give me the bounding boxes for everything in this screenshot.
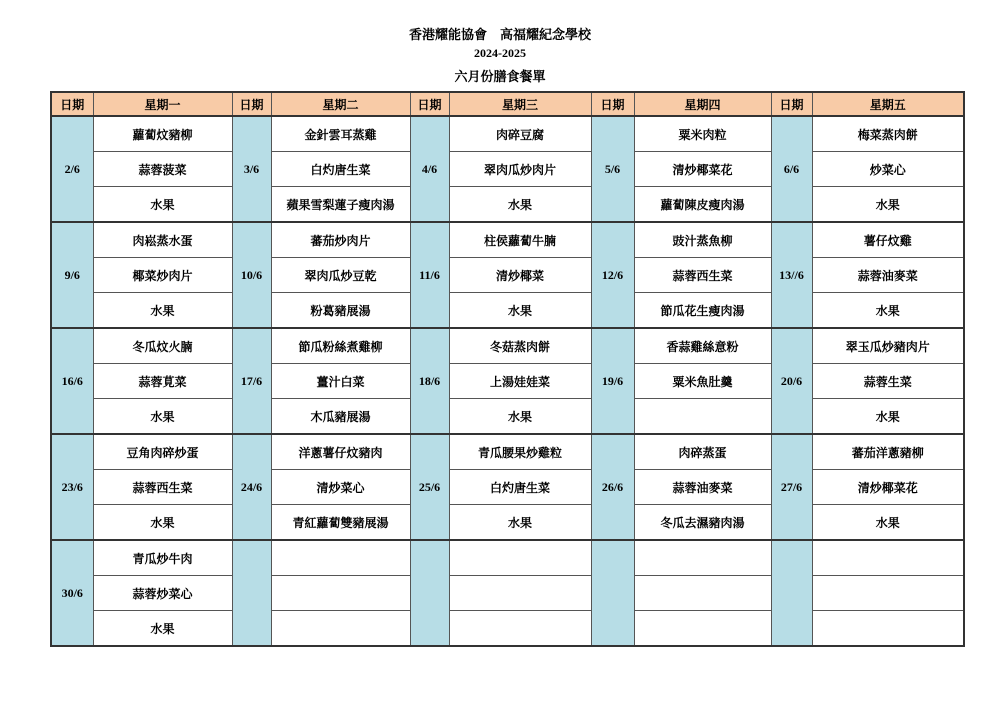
dish-cell: 白灼唐生菜 [271,152,410,187]
dish-cell: 金針雲耳蒸雞 [271,116,410,152]
dish-cell [271,611,410,647]
date-cell: 16/6 [51,328,93,434]
dish-cell: 上湯娃娃菜 [449,364,591,399]
dish-cell: 蒜蓉生菜 [812,364,964,399]
week-row [51,152,964,187]
week-row [51,364,964,399]
week-row [51,328,964,364]
week-row [51,222,964,258]
date-cell: 13//6 [771,222,812,328]
col-header-wednesday: 星期三 [449,92,591,116]
col-header-friday: 星期五 [812,92,964,116]
dish-cell: 翠肉瓜炒肉片 [449,152,591,187]
dish-cell [449,576,591,611]
date-cell: 4/6 [410,116,449,222]
dish-cell: 豆角肉碎炒蛋 [93,434,232,470]
dish-cell: 水果 [93,293,232,329]
date-cell: 10/6 [232,222,271,328]
menu-title: 六月份膳食餐單 [454,70,546,85]
school-year: 2024-2025 [474,46,526,60]
week-row [51,293,964,329]
date-cell: 11/6 [410,222,449,328]
dish-cell: 洋蔥薯仔炆豬肉 [271,434,410,470]
date-cell [410,540,449,646]
dish-cell: 蒜蓉西生菜 [93,470,232,505]
dish-cell: 蒜蓉油麥菜 [634,470,771,505]
dish-cell: 肉碎豆腐 [449,116,591,152]
dish-cell: 節瓜花生瘦肉湯 [634,293,771,329]
dish-cell [634,576,771,611]
date-cell [591,540,634,646]
date-cell: 25/6 [410,434,449,540]
dish-cell: 青瓜炒牛肉 [93,540,232,576]
dish-cell: 白灼唐生菜 [449,470,591,505]
dish-cell: 椰菜炒肉片 [93,258,232,293]
dish-cell: 蒜蓉西生菜 [634,258,771,293]
dish-cell: 蘿蔔陳皮瘦肉湯 [634,187,771,223]
date-cell: 6/6 [771,116,812,222]
dish-cell [634,611,771,647]
dish-cell [812,611,964,647]
dish-cell [271,576,410,611]
dish-cell: 水果 [449,505,591,541]
dish-cell: 水果 [449,399,591,435]
date-cell [232,540,271,646]
date-cell: 17/6 [232,328,271,434]
dish-cell: 豉汁蒸魚柳 [634,222,771,258]
header-row [51,92,964,116]
date-cell: 23/6 [51,434,93,540]
school-name: 香港耀能協會 高福耀紀念學校 [408,28,591,43]
dish-cell: 肉碎蒸蛋 [634,434,771,470]
dish-cell: 青瓜腰果炒雞粒 [449,434,591,470]
dish-cell: 水果 [93,611,232,647]
date-cell: 3/6 [232,116,271,222]
date-cell: 9/6 [51,222,93,328]
dish-cell: 青紅蘿蔔雙豬展湯 [271,505,410,541]
dish-cell: 水果 [812,187,964,223]
date-cell: 18/6 [410,328,449,434]
dish-cell: 翠玉瓜炒豬肉片 [812,328,964,364]
date-cell [771,540,812,646]
dish-cell: 柱侯蘿蔔牛腩 [449,222,591,258]
dish-cell: 水果 [449,293,591,329]
dish-cell: 冬菇蒸肉餅 [449,328,591,364]
week-row [51,505,964,541]
dish-cell: 蘋果雪梨蓮子瘦肉湯 [271,187,410,223]
dish-cell: 薯仔炆雞 [812,222,964,258]
dish-cell [634,540,771,576]
dish-cell: 清炒椰菜花 [634,152,771,187]
dish-cell: 炒菜心 [812,152,964,187]
date-cell: 12/6 [591,222,634,328]
col-header-date: 日期 [232,92,271,116]
date-cell: 30/6 [51,540,93,646]
dish-cell: 水果 [812,399,964,435]
date-cell: 27/6 [771,434,812,540]
col-header-monday: 星期一 [93,92,232,116]
dish-cell: 粟米魚肚羹 [634,364,771,399]
week-row [51,576,964,611]
dish-cell [449,540,591,576]
week-row [51,540,964,576]
dish-cell: 蘿蔔炆豬柳 [93,116,232,152]
date-cell: 2/6 [51,116,93,222]
dish-cell [812,540,964,576]
week-row [51,611,964,647]
dish-cell: 水果 [93,505,232,541]
dish-cell [271,540,410,576]
col-header-date: 日期 [51,92,93,116]
dish-cell: 蒜蓉油麥菜 [812,258,964,293]
date-cell: 19/6 [591,328,634,434]
dish-cell: 蕃茄洋蔥豬柳 [812,434,964,470]
dish-cell: 清炒菜心 [271,470,410,505]
week-row [51,470,964,505]
dish-cell: 木瓜豬展湯 [271,399,410,435]
week-row [51,434,964,470]
date-cell: 26/6 [591,434,634,540]
dish-cell [634,399,771,435]
dish-cell [449,611,591,647]
col-header-date: 日期 [410,92,449,116]
col-header-tuesday: 星期二 [271,92,410,116]
dish-cell [812,576,964,611]
dish-cell: 蒜蓉莧菜 [93,364,232,399]
date-cell: 24/6 [232,434,271,540]
dish-cell: 水果 [93,399,232,435]
week-row [51,258,964,293]
week-row [51,187,964,223]
dish-cell: 水果 [812,505,964,541]
dish-cell: 冬瓜炆火腩 [93,328,232,364]
dish-cell: 粟米肉粒 [634,116,771,152]
menu-body [51,116,964,646]
dish-cell: 冬瓜去濕豬肉湯 [634,505,771,541]
dish-cell: 水果 [449,187,591,223]
dish-cell: 薑汁白菜 [271,364,410,399]
date-cell: 20/6 [771,328,812,434]
menu-table [50,91,965,647]
dish-cell: 香蒜雞絲意粉 [634,328,771,364]
dish-cell: 肉崧蒸水蛋 [93,222,232,258]
dish-cell: 清炒椰菜 [449,258,591,293]
dish-cell: 清炒椰菜花 [812,470,964,505]
dish-cell: 節瓜粉絲煮雞柳 [271,328,410,364]
col-header-date: 日期 [591,92,634,116]
dish-cell: 翠肉瓜炒豆乾 [271,258,410,293]
col-header-thursday: 星期四 [634,92,771,116]
week-row [51,399,964,435]
dish-cell: 水果 [812,293,964,329]
date-cell: 5/6 [591,116,634,222]
dish-cell: 水果 [93,187,232,223]
dish-cell: 蒜蓉菠菜 [93,152,232,187]
dish-cell: 梅菜蒸肉餅 [812,116,964,152]
dish-cell: 蒜蓉炒菜心 [93,576,232,611]
dish-cell: 蕃茄炒肉片 [271,222,410,258]
col-header-date: 日期 [771,92,812,116]
dish-cell: 粉葛豬展湯 [271,293,410,329]
week-row [51,116,964,152]
